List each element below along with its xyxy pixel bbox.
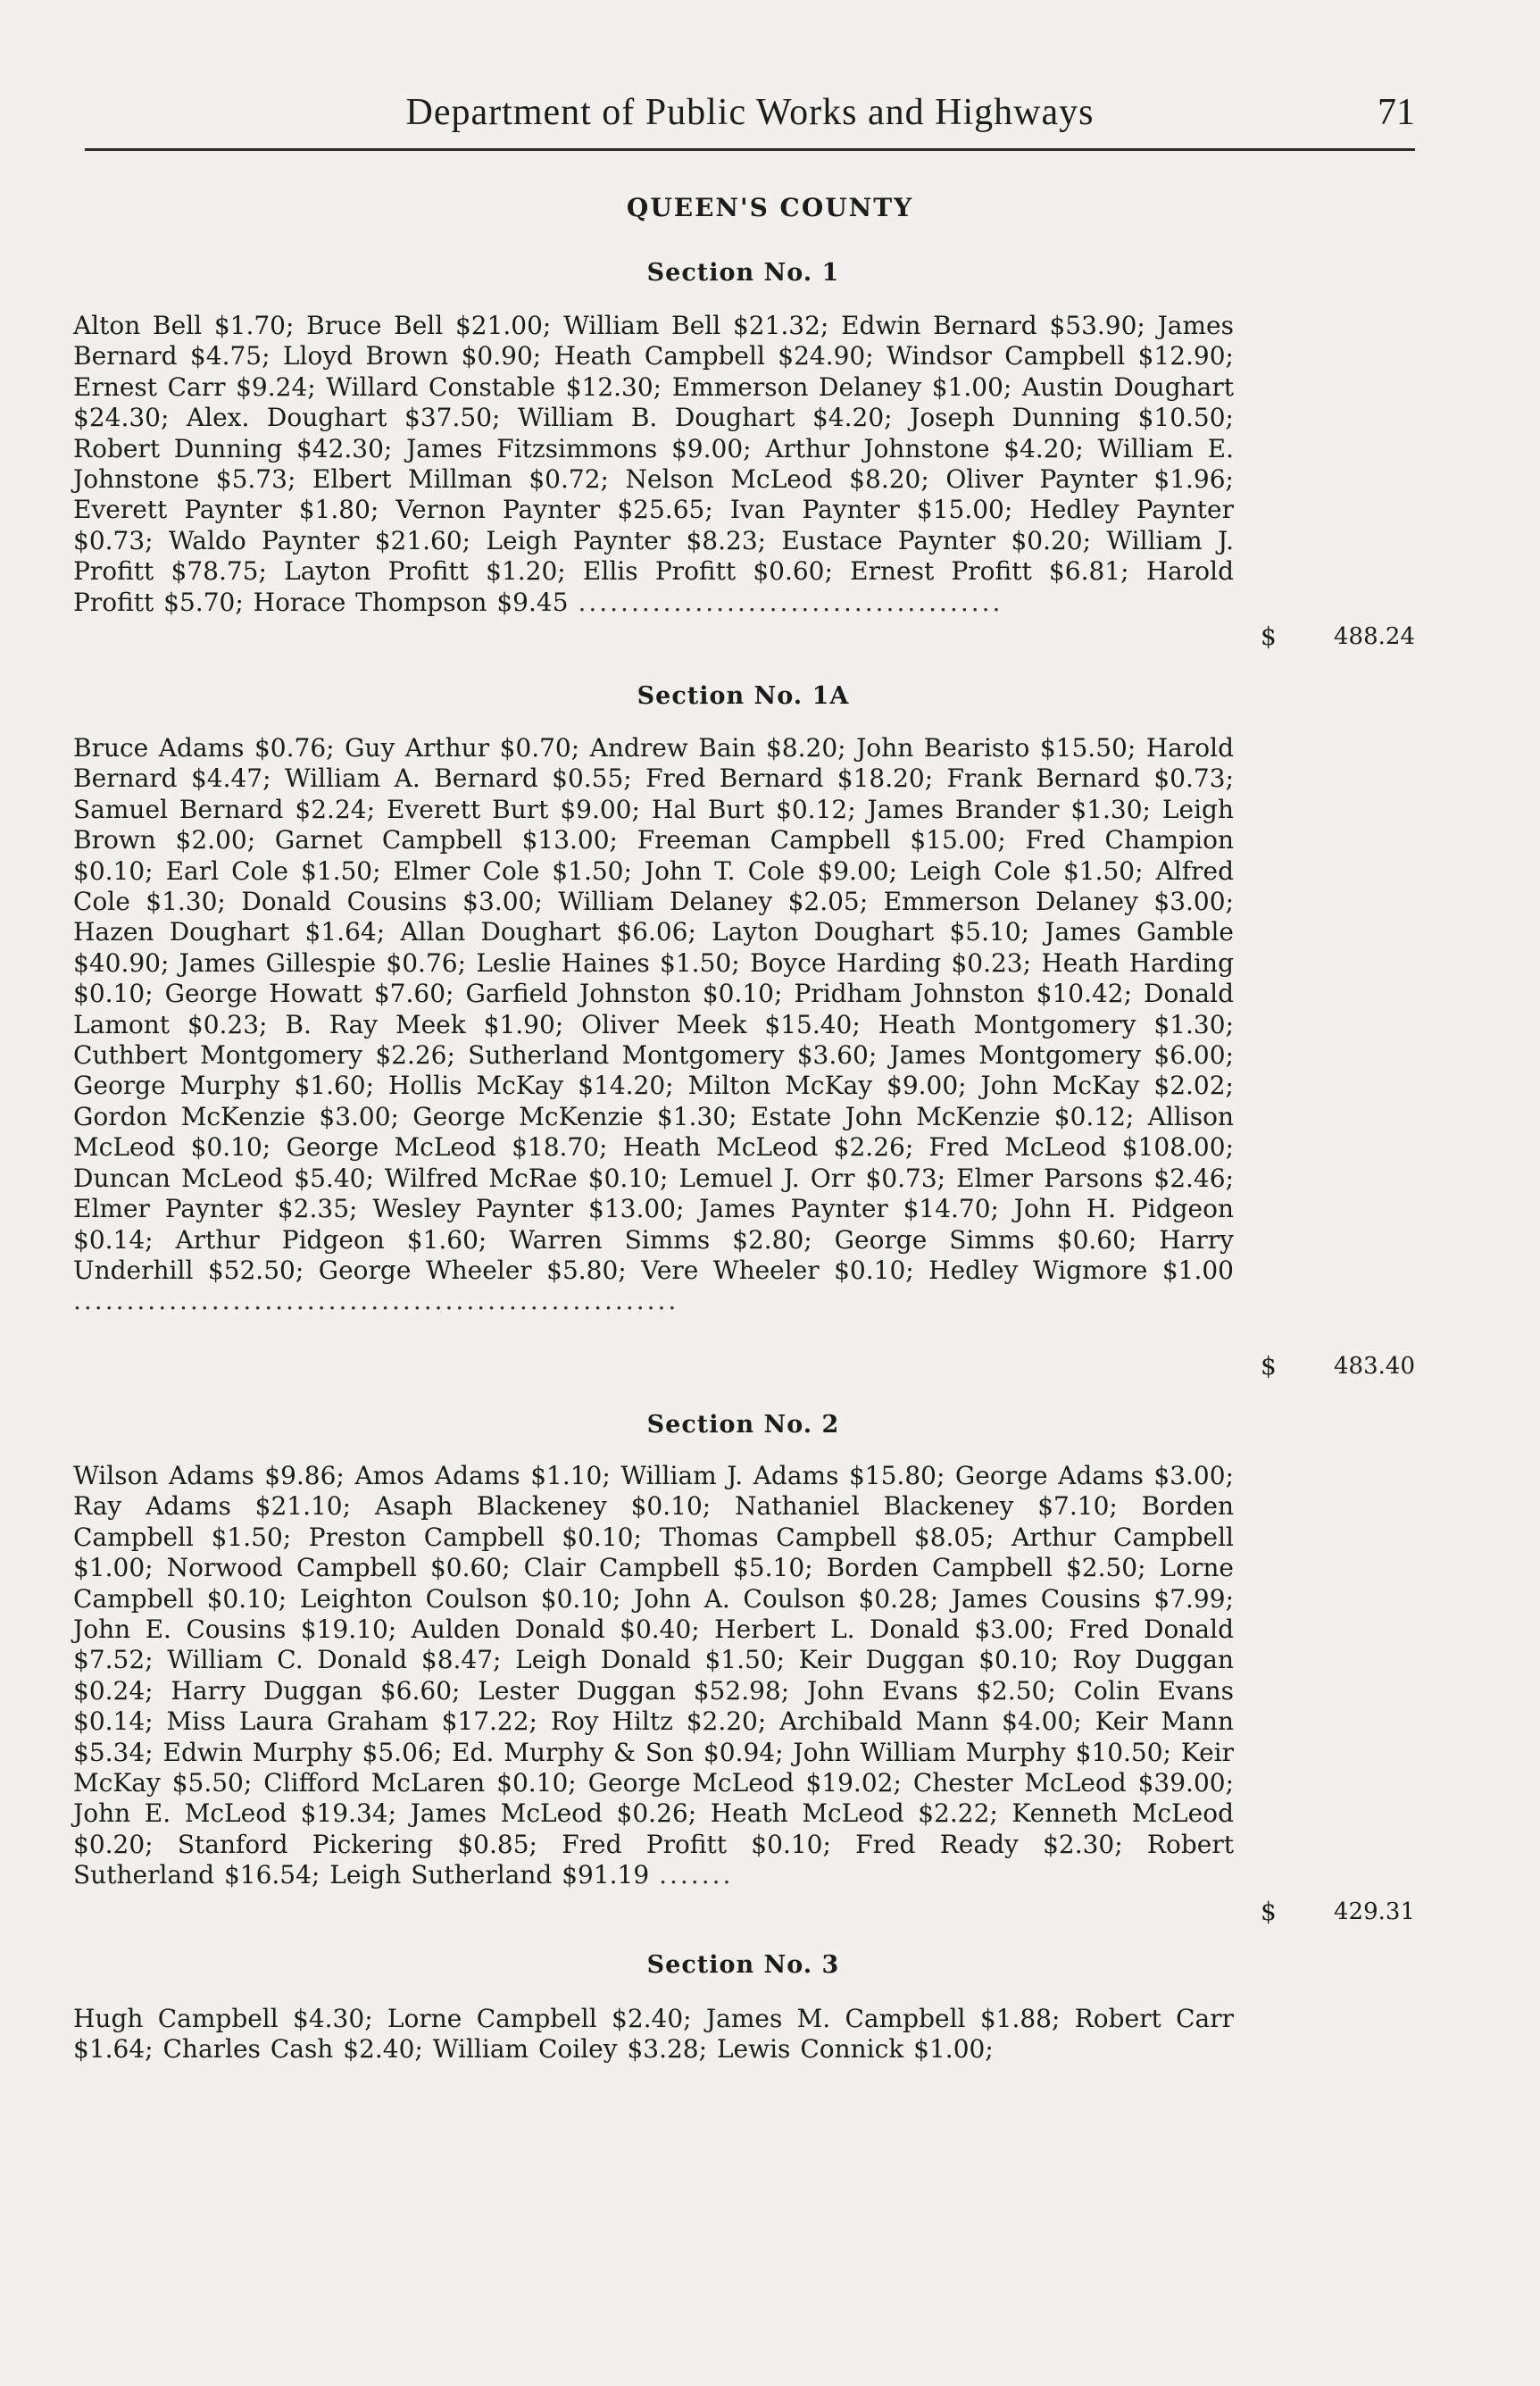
section-entries-text: Hugh Campbell $4.30; Lorne Campbell $2.40; James M. Campbell $1.88; Robert Carr $1.64; Charles Cash $2.40; William Coiley $3.28; Lewis Connick $1.00;: [73, 2004, 1234, 2065]
running-header-title: Department of Public Works and Highways: [405, 92, 1095, 133]
page-number: 71: [1378, 92, 1415, 133]
section-entries-text: Wilson Adams $9.86; Amos Adams $1.10; William J. Adams $15.80; George Adams $3.00; Ray Adams $21.10; Asaph Blackeney $0.10; Nathaniel Blackeney $7.10; Borden Campbell $1.50; Preston Campbell $0.10; Thomas Campbell $8.05; Arthur Campbell $1.00; Norwood Campbell $0.60; Clair Campbell $5.10; Borden Campbell $2.50; Lorne Campbell $0.10; Leighton Coulson $0.10; John A. Coulson $0.28; James Cousins $7.99; John E. Cousins $19.10; Aulden Donald $0.40; Herbert L. Donald $3.00; Fred Donald $7.52; William C. Donald $8.47; Leigh Donald $1.50; Keir Duggan $0.10; Roy Duggan $0.24; Harry Duggan $6.60; Lester Duggan $52.98; John Evans $2.50; Colin Evans $0.14; Miss Laura Graham $17.22; Roy Hiltz $2.20; Archibald Mann $4.00; Keir Mann $5.34; Edwin Murphy $5.06; Ed. Murphy & Son $0.94; John William Murphy $10.50; Keir McKay $5.50; Clifford McLaren $0.10; George McLeod $19.02; Chester McLeod $39.00; John E. McLeod $19.34; James McLeod $0.26; Heath McLeod $2.22; Kenneth McLeod $0.20; Stanford Pickering $0.85; Fred Profitt $0.10; Fred Ready $2.30; Robert Sutherland $16.54; Leigh Sutherland $91.19: [73, 1461, 1234, 1890]
section-total: 483.40: [1334, 1353, 1415, 1380]
section-entries-text: Alton Bell $1.70; Bruce Bell $21.00; William Bell $21.32; Edwin Bernard $53.90; James Bernard $4.75; Lloyd Brown $0.90; Heath Campbell $24.90; Windsor Campbell $12.90; Ernest Carr $9.24; Willard Constable $12.30; Emmerson Delaney $1.00; Austin Doughart $24.30; Alex. Doughart $37.50; William B. Doughart $4.20; Joseph Dunning $10.50; Robert Dunning $42.30; James Fitzsimmons $9.00; Arthur Johnstone $4.20; William E. Johnstone $5.73; Elbert Millman $0.72; Nelson McLeod $8.20; Oliver Paynter $1.96; Everett Paynter $1.80; Vernon Paynter $25.65; Ivan Paynter $15.00; Hedley Paynter $0.73; Waldo Paynter $21.60; Leigh Paynter $8.23; Eustace Paynter $0.20; William J. Profitt $78.75; Layton Profitt $1.20; Ellis Profitt $0.60; Ernest Profitt $6.81; Harold Profitt $5.70; Horace Thompson $9.45: [73, 311, 1234, 617]
currency-sign: $: [1261, 622, 1277, 651]
dot-leaders: .........................................................: [73, 1286, 679, 1316]
currency-sign: $: [1261, 1351, 1277, 1381]
dot-leaders: ........................................: [578, 587, 1003, 617]
section-entries: [73, 311, 1234, 618]
running-header: [85, 86, 1415, 151]
currency-sign: $: [1261, 1897, 1277, 1926]
section-entries: [73, 733, 1234, 1317]
section-entries-text: Bruce Adams $0.76; Guy Arthur $0.70; Andrew Bain $8.20; John Bearisto $15.50; Harold Bernard $4.47; William A. Bernard $0.55; Fred Bernard $18.20; Frank Bernard $0.73; Samuel Bernard $2.24; Everett Burt $9.00; Hal Burt $0.12; James Brander $1.30; Leigh Brown $2.00; Garnet Campbell $13.00; Freeman Campbell $15.00; Fred Champion $0.10; Earl Cole $1.50; Elmer Cole $1.50; John T. Cole $9.00; Leigh Cole $1.50; Alfred Cole $1.30; Donald Cousins $3.00; William Delaney $2.05; Emmerson Delaney $3.00; Hazen Doughart $1.64; Allan Doughart $6.06; Layton Doughart $5.10; James Gamble $40.90; James Gillespie $0.76; Leslie Haines $1.50; Boyce Harding $0.23; Heath Harding $0.10; George Howatt $7.60; Garfield Johnston $0.10; Pridham Johnston $10.42; Donald Lamont $0.23; B. Ray Meek $1.90; Oliver Meek $15.40; Heath Montgomery $1.30; Cuthbert Montgomery $2.26; Sutherland Montgomery $3.60; James Montgomery $6.00; George Murphy $1.60; Hollis McKay $14.20; Milton McKay $9.00; John McKay $2.02; Gordon McKenzie $3.00; George McKenzie $1.30; Estate John McKenzie $0.12; Allison McLeod $0.10; George McLeod $18.70; Heath McLeod $2.26; Fred McLeod $108.00; Duncan McLeod $5.40; Wilfred McRae $0.10; Lemuel J. Orr $0.73; Elmer Parsons $2.46; Elmer Paynter $2.35; Wesley Paynter $13.00; James Paynter $14.70; John H. Pidgeon $0.14; Arthur Pidgeon $1.60; Warren Simms $2.80; George Simms $0.60; Harry Underhill $52.50; George Wheeler $5.80; Vere Wheeler $0.10; Hedley Wigmore $1.00: [73, 733, 1234, 1285]
section-entries: [73, 2004, 1234, 2065]
section-entries: [73, 1461, 1234, 1891]
section-heading: Section No. 1A: [637, 682, 850, 710]
section-total: 429.31: [1334, 1898, 1415, 1925]
county-heading: QUEEN'S COUNTY: [626, 193, 914, 222]
section-total: 488.24: [1334, 623, 1415, 650]
section-heading: Section No. 2: [646, 1411, 840, 1439]
dot-leaders: .......: [659, 1860, 734, 1890]
section-heading: Section No. 3: [646, 1951, 840, 1979]
section-heading: Section No. 1: [646, 259, 840, 287]
